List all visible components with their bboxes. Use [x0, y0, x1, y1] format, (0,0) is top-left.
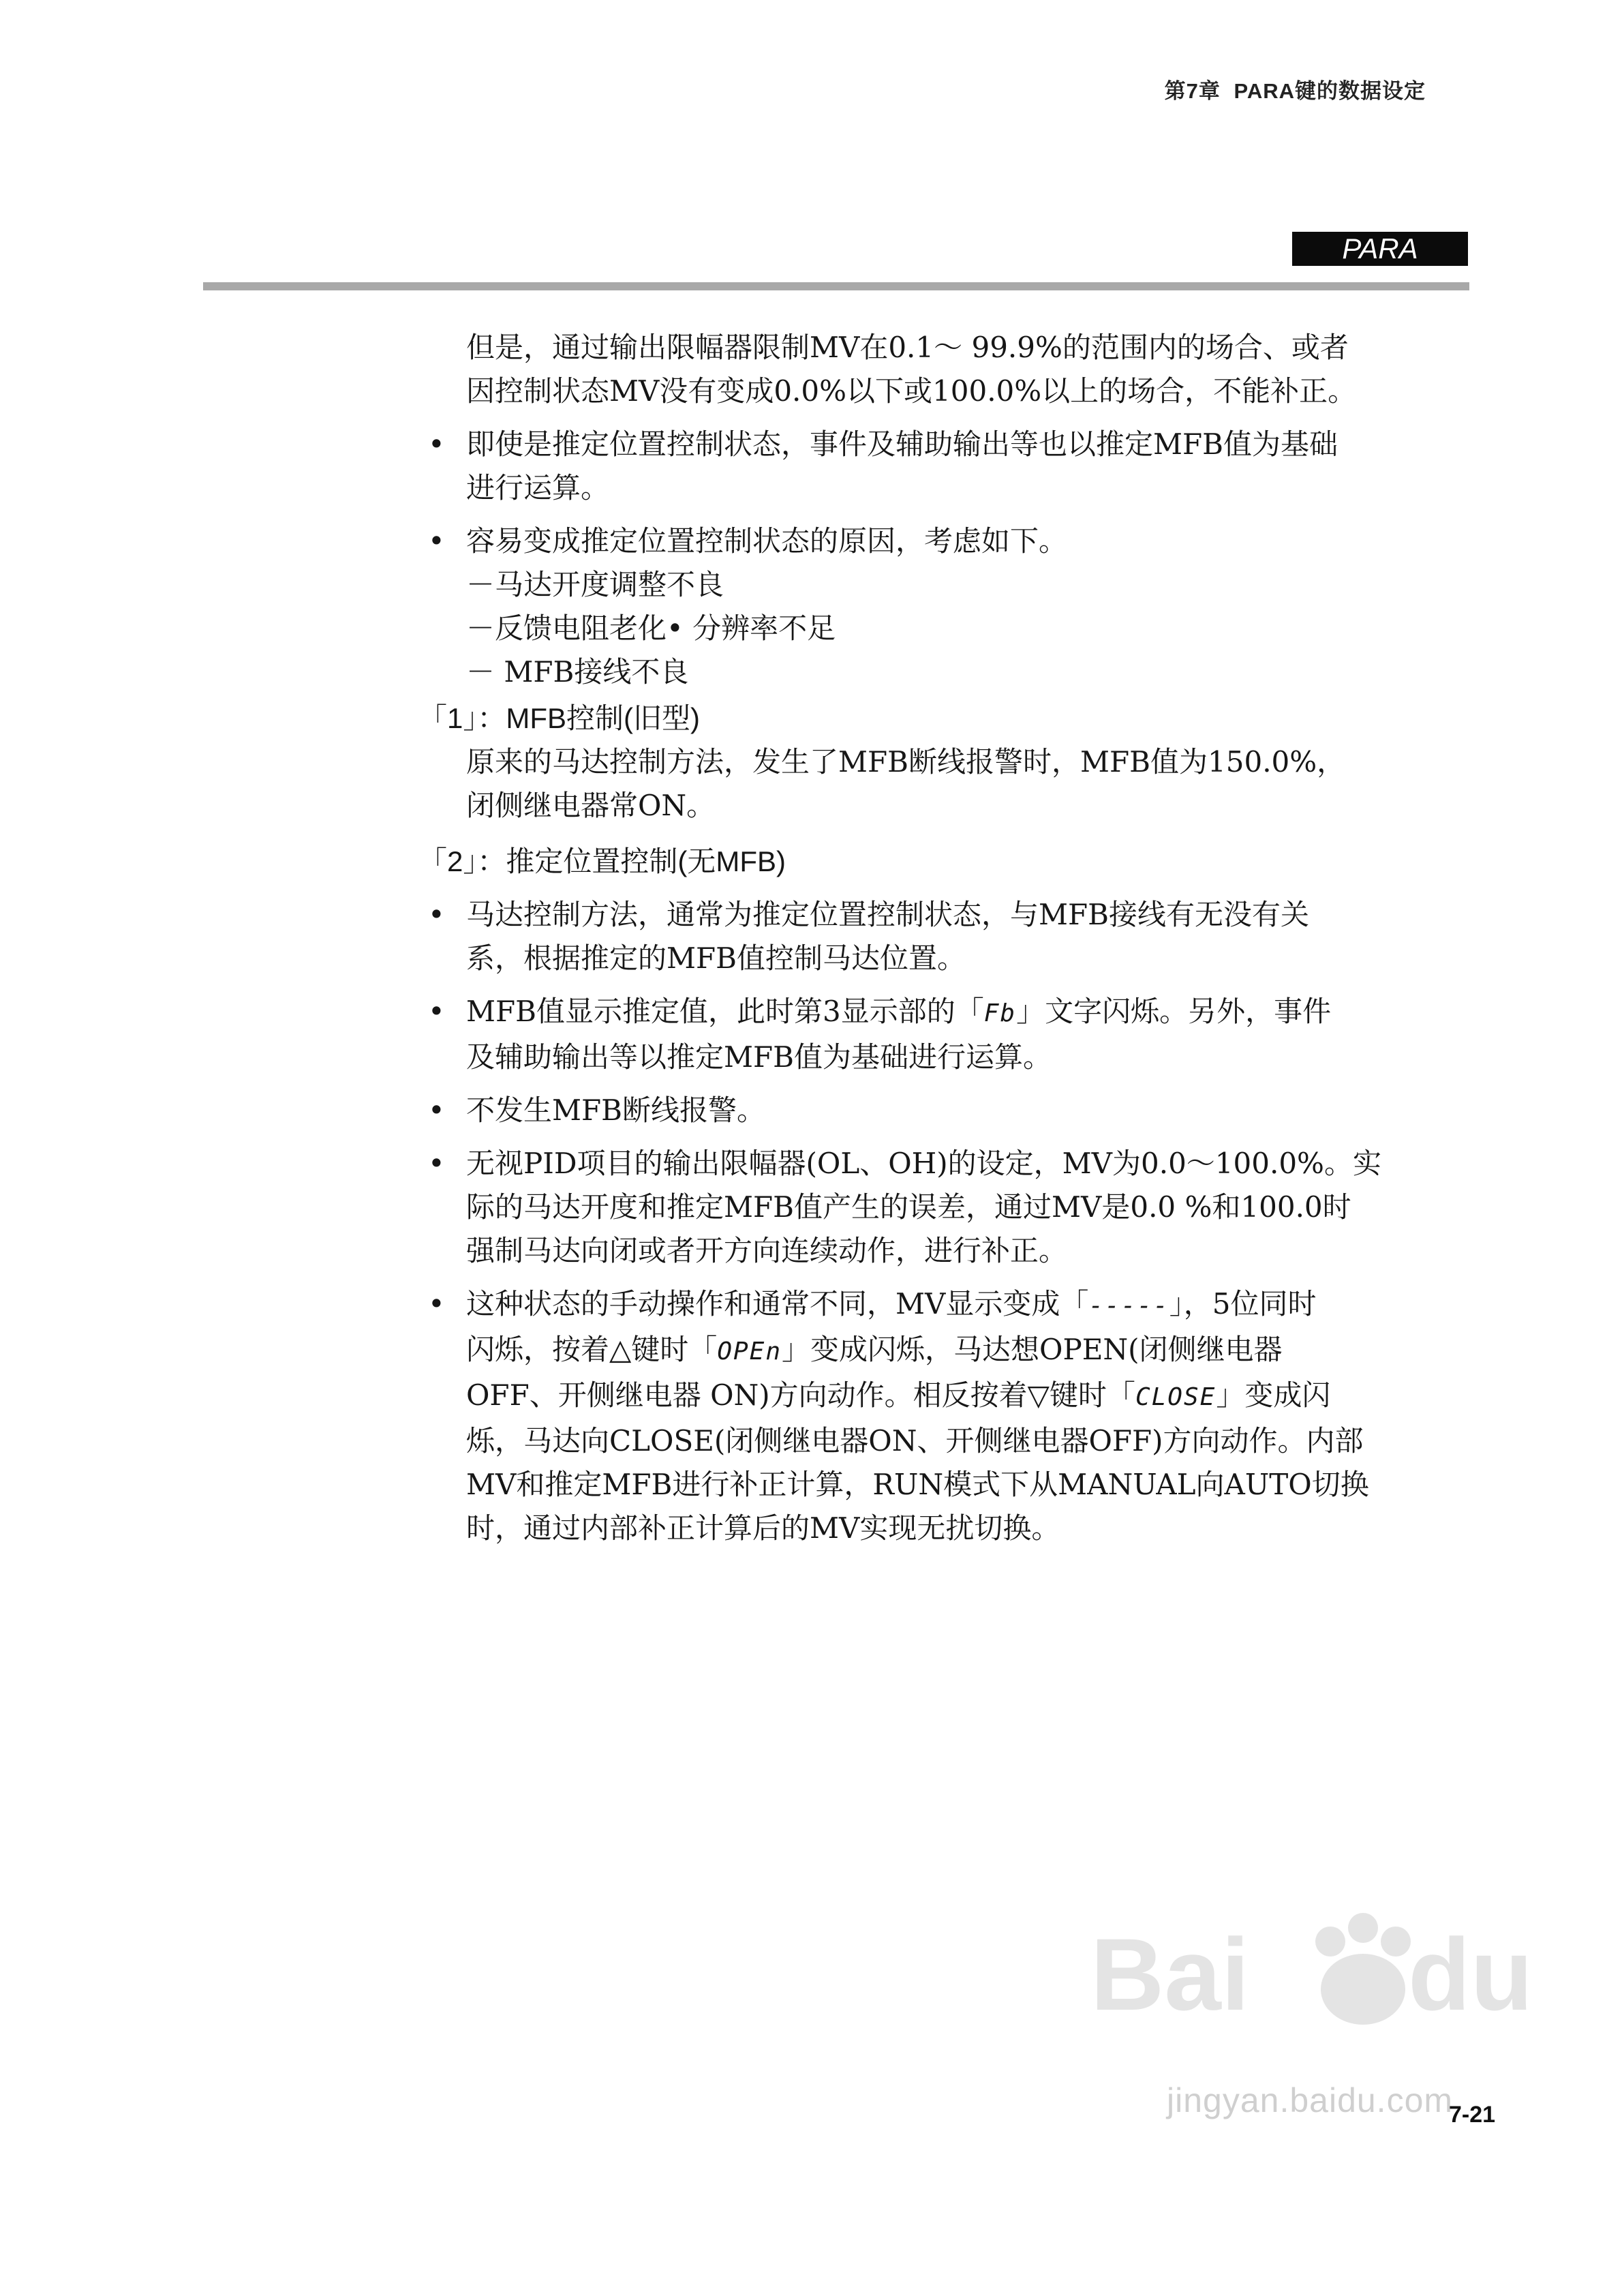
- cause-item: －反馈电阻老化• 分辨率不足: [466, 611, 836, 645]
- text-fragment: 」变成闪烁，马达想OPEN(闭侧继电器: [782, 1333, 1283, 1366]
- chapter-title: PARA键的数据设定: [1234, 79, 1426, 103]
- text-line: 时，通过内部补正计算后的MV实现无扰切换。: [466, 1511, 1060, 1545]
- text-fragment: MFB值显示推定值，此时第3显示部的「: [466, 995, 984, 1028]
- text-fragment: 」，5位同时: [1169, 1287, 1317, 1320]
- text-line: 进行运算。: [466, 471, 610, 504]
- page-content: [418, 326, 1482, 1550]
- cause-item: － MFB接线不良: [466, 655, 689, 689]
- header-divider: [203, 282, 1469, 290]
- bullet-item: [418, 1142, 1482, 1273]
- para-tab-label: PARA: [1292, 232, 1468, 266]
- text-fragment: 」变成闪: [1216, 1378, 1331, 1412]
- bullet-item: [418, 1282, 1482, 1550]
- paragraph-intro: [418, 326, 1482, 413]
- bullet-item: [418, 1089, 1482, 1132]
- text-line: [466, 1282, 1482, 1328]
- bullet-dot-icon: •: [428, 1093, 445, 1127]
- text-line: [466, 990, 1482, 1036]
- bullet-item: [418, 990, 1482, 1079]
- text-line: 闭侧继电器常ON。: [466, 789, 716, 822]
- text-line: 系，根据推定的MFB值控制马达位置。: [466, 941, 966, 975]
- segment-display-open: OPEn: [717, 1338, 782, 1365]
- bullet-dot-icon: •: [428, 995, 445, 1028]
- page-number: 7-21: [1449, 2102, 1496, 2128]
- segment-display-dashes: -----: [1088, 1292, 1169, 1320]
- text-line: 际的马达开度和推定MFB值产生的误差，通过MV是0.0 %和100.0时: [466, 1190, 1351, 1224]
- bullet-item: [418, 423, 1482, 510]
- text-fragment: 这种状态的手动操作和通常不同，MV显示变成「: [466, 1287, 1089, 1320]
- bullet-item: [418, 519, 1482, 563]
- chapter-number: 第7章: [1164, 79, 1221, 103]
- text-fragment: OFF、开侧继电器 ON)方向动作。相反按着▽键时「: [466, 1378, 1135, 1412]
- text-line: [466, 1374, 1482, 1419]
- text-line: 无视PID项目的输出限幅器(OL、OH)的设定，MV为0.0～100.0%。实: [466, 1147, 1381, 1180]
- bullet-dot-icon: •: [428, 1147, 445, 1180]
- cause-item: －马达开度调整不良: [466, 568, 724, 601]
- cause-list: [418, 563, 1482, 694]
- bullet-dot-icon: •: [428, 1287, 445, 1320]
- text-line: 强制马达向闭或者开方向连续动作，进行补正。: [466, 1234, 1068, 1267]
- text-line: 马达控制方法，通常为推定位置控制状态，与MFB接线有无没有关: [466, 898, 1310, 931]
- baidu-watermark-logo: [1077, 1894, 1567, 2064]
- watermark-domain: jingyan.baidu.com: [1167, 2081, 1454, 2119]
- text-line: 但是，通过输出限幅器限制MV在0.1～ 99.9%的范围内的场合、或者: [466, 331, 1349, 364]
- bullet-item: [418, 893, 1482, 980]
- segment-display-fb: Fb: [983, 999, 1017, 1027]
- text-line: 原来的马达控制方法，发生了MFB断线报警时，MFB值为150.0%，: [466, 745, 1346, 779]
- bullet-dot-icon: •: [428, 524, 445, 558]
- section-heading-estimated-position: 「2」：推定位置控制(无MFB): [418, 845, 786, 877]
- text-fragment: 闪烁，按着△键时「: [466, 1333, 718, 1366]
- segment-display-close: CLOSE: [1135, 1383, 1216, 1411]
- section-heading-mfb-control: 「1」：MFB控制(旧型): [418, 702, 700, 734]
- text-line: 不发生MFB断线报警。: [466, 1093, 766, 1127]
- bullet-dot-icon: •: [428, 427, 445, 461]
- text-line: MV和推定MFB进行补正计算，RUN模式下从MANUAL向AUTO切换: [466, 1468, 1369, 1501]
- text-line: [466, 1328, 1482, 1374]
- svg-text:du: du: [1408, 1917, 1533, 2031]
- text-fragment: 」文字闪烁。另外，事件: [1016, 995, 1332, 1028]
- bullet-dot-icon: •: [428, 898, 445, 931]
- text-line: 即使是推定位置控制状态，事件及辅助输出等也以推定MFB值为基础: [466, 427, 1338, 461]
- text-line: 容易变成推定位置控制状态的原因，考虑如下。: [466, 524, 1068, 558]
- text-line: 烁，马达向CLOSE(闭侧继电器ON、开侧继电器OFF)方向动作。内部: [466, 1424, 1364, 1457]
- chapter-header: [1158, 74, 1426, 104]
- text-line: 因控制状态MV没有变成0.0%以下或100.0%以上的场合，不能补正。: [466, 374, 1357, 408]
- svg-text:Bai: Bai: [1090, 1917, 1250, 2031]
- section-text: [418, 740, 1482, 828]
- text-line: 及辅助输出等以推定MFB值为基础进行运算。: [466, 1040, 1052, 1074]
